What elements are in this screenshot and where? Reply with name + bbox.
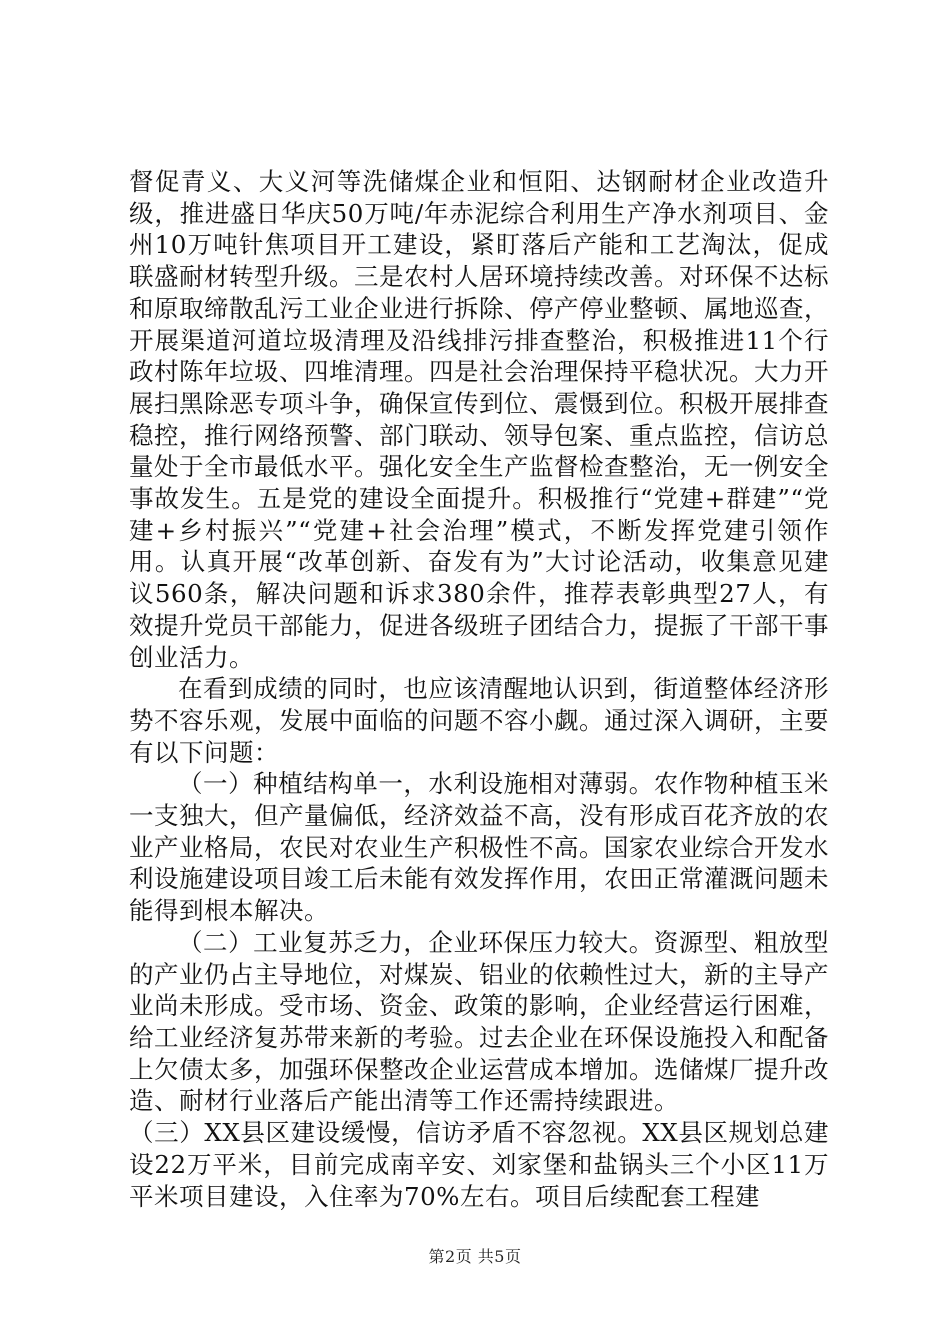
paragraph-problem-3: （三）XX县区建设缓慢，信访矛盾不容忽视。XX县区规划总建设22万平米，目前完成南辛安、刘家堡和盐锅头三个小区11万平米项目建设，入住率为70%左右。项目后续配套工程建: [129, 1118, 829, 1211]
paragraph-problem-2: （二）工业复苏乏力，企业环保压力较大。资源型、粗放型的产业仍占主导地位，对煤炭、铝业的依赖性过大，新的主导产业尚未形成。受市场、资金、政策的影响，企业经营运行困难，给工业经济复苏带来新的考验。过去企业在环保设施投入和配备上欠债太多，加强环保整改企业运营成本增加。选储煤厂提升改造、耐材行业落后产能出清等工作还需持续跟进。: [129, 927, 829, 1116]
paragraph-problem-1: （一）种植结构单一，水利设施相对薄弱。农作物种植玉米一支独大，但产量偏低，经济效益不高，没有形成百花齐放的农业产业格局，农民对农业生产积极性不高。国家农业综合开发水利设施建设项目竣工后未能有效发挥作用，农田正常灌溉问题未能得到根本解决。: [129, 769, 829, 926]
paragraph-continuation: 督促青义、大义河等洗储煤企业和恒阳、达钢耐材企业改造升级，推进盛日华庆50万吨/年赤泥综合利用生产净水剂项目、金州10万吨针焦项目开工建设，紧盯落后产能和工艺淘汰，促成联盛耐材转型升级。三是农村人居环境持续改善。对环保不达标和原取缔散乱污工业企业进行拆除、停产停业整顿、属地巡查，开展渠道河道垃圾清理及沿线排污排查整治，积极推进11个行政村陈年垃圾、四堆清理。四是社会治理保持平稳状况。大力开展扫黑除恶专项斗争，确保宣传到位、震慑到位。积极开展排查稳控，推行网络预警、部门联动、领导包案、重点监控，信访总量处于全市最低水平。强化安全生产监督检查整治，无一例安全事故发生。五是党的建设全面提升。积极推行“党建+群建”“党建+乡村振兴”“党建+社会治理”模式，不断发挥党建引领作用。认真开展“改革创新、奋发有为”大讨论活动，收集意见建议560条，解决问题和诉求380余件，推荐表彰典型27人，有效提升党员干部能力，促进各级班子团结合力，提振了干部干事创业活力。: [129, 167, 829, 672]
page-number-footer: 第2页 共5页: [428, 1247, 522, 1266]
document-body: [129, 166, 829, 1212]
paragraph-problems-intro: 在看到成绩的同时，也应该清醒地认识到，街道整体经济形势不容乐观，发展中面临的问题不容小觑。通过深入调研，主要有以下问题：: [129, 674, 829, 767]
